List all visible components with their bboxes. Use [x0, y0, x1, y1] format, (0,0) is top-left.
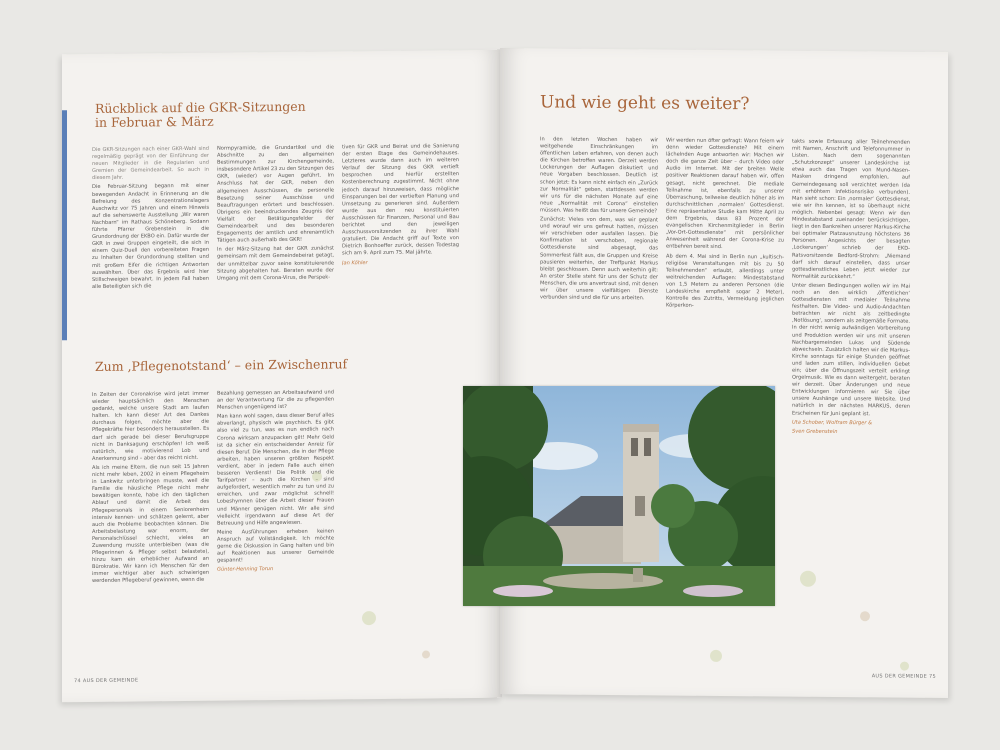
- section-title-gkr: [95, 99, 365, 131]
- paragraph: In der März-Sitzung hat der GKR zunächst gemeinsam mit dem Gemeindebeirat getagt, der unmittelbar zuvor seine konstituierende Sitzung abgehalten hat. Beraten wurde der Umgang mit dem Corona-Virus, die Perspek-: [217, 245, 334, 282]
- paragraph: Man kann wohl sagen, dass dieser Beruf alles abverlangt, physisch wie psychisch. Es gibt also viel zu tun, was es nun endlich nach Corona wirksam anzupacken gilt! Mehr Geld ist da sicher ein entscheidender Anreiz für diesen Beruf. Die Menschen, die in der Pflege arbeiten, haben unseren größten Respekt verdient, aber in jedem Falle auch einen besseren Verdienst! Die Politik und die Tarifpartner – auch die Kirchen – sind aufgefordert, wesentlich mehr zu tun und zu erreichen, und zwar möglichst schnell! Lobeshymnen über die Arbeit dieser Frauen und Männer genügen nicht. Wir alle sind vielleicht irgendwann auf diese Art der Betreuung und Hilfe angewiesen.: [217, 412, 334, 527]
- text-column-5: [217, 389, 334, 680]
- photo-illustration: [463, 386, 775, 606]
- paragraph: Bezahlung gemessen an Arbeitsaufwand und an der Verantwortung für die zu pflegenden Menschen ungenügend ist?: [217, 389, 334, 411]
- section-title-weiter: Und wie geht es weiter?: [540, 92, 750, 115]
- paragraph: Normpyramide, die Grundartikel und die Abschnitte zu den allgemeinen Bestimmungen zur Kirchengemeinde, insbesondere Artikel 23 zu den Sitzungen des GKR, (wieder) vor Augen geführt. Im Anschluss hat der GKR, neben den allgemeinen Ausschüssen, die personelle Besetzung seiner Ausschüsse und Beauftragungen erörtert und beschlossen. Übrigens ein beeindruckendes Zeugnis der Vielfalt der Betätigungsfelder der Gemeindearbeit und des besonderen Engagements der amtlich und ehrenamtlich Tätigen auch außerhalb des GKR!: [217, 144, 334, 244]
- text-column-1: [540, 136, 658, 383]
- section-title-pflegenotstand: Zum ‚Pflegenotstand‘ – ein Zwischenruf: [95, 356, 348, 374]
- paragraph: takts sowie Erfassung aller Teilnehmenden mit Namen, Anschrift und Telefonnummer in Listen. Nach dem sogenannten „Schutzkonzept“ unserer Landeskirche ist etwa auch das Tragen von Mund-Nasen-Masken dringend empfohlen, auf Gemeindegesang soll verzichtet werden (da mit erhöhtem Infektionsrisiko verbunden). Man sieht schon: Ein ‚normaler‘ Gottesdienst, wie wir ihn kennen, ist so überhaupt nicht möglich. Nebenbei gesagt: Wenn wir den Mindestabstand zueinander berücksichtigen, liegt in den Bankreihen unserer Markus-Kirche bei optimaler Platzausnutzung höchstens 36 Personen. Angesichts der besagten ‚Lockerungen‘ schrieb der EKD-Ratsvorsitzende Bedford-Strohm: „Niemand darf sich darauf einstellen, dass unser gottesdienstliches Leben jetzt wieder zur Normalität zurückkehrt.“: [792, 138, 910, 280]
- accent-bar: [62, 110, 67, 340]
- decorative-splash: [312, 472, 322, 482]
- paragraph: Als ich meine Eltern, die nun seit 15 Jahren nicht mehr leben, 2002 in einem Pflegeheim in Lankwitz unterbringen musste, weil die Familie die häusliche Pflege nicht mehr bewältigen konnte, habe ich den täglichen Ablauf und damit die Arbeit des Pflegepersonals in einem Seniorenheim intensiv kennen- und schätzen gelernt, aber auch die Probleme beobachten können. Die Arbeitsbelastung war enorm, der Personalschlüssel schlecht, vieles an Zuwendung musste unterbleiben (was die Pflegerinnen & Pfleger selbst belastete), hinzu kam ein erheblicher Aufwand an Bürokratie. Wir kann ich Menschen für den immer wichtiger aber auch schwierigen werdenden Pflegeberuf gewinnen, wenn die: [92, 463, 209, 585]
- author-signature: Jan Köhler: [342, 259, 368, 266]
- decorative-splash: [422, 650, 430, 658]
- left-page: [62, 50, 502, 703]
- paragraph: Die GKR-Sitzungen nach einer GKR-Wahl sind regelmäßig geprägt von der Einführung der neuen Mitglieder in die Regularien und Gremien der Gemeindearbeit. So auch in diesem Jahr.: [92, 145, 209, 182]
- paragraph: Meine Ausführungen erheben keinen Anspruch auf Vollständigkeit. Ich möchte gerne die Diskussion in Gang halten und bin auf Reaktionen aus unserer Gemeinde gespannt!: [217, 528, 334, 564]
- decorative-splash: [362, 611, 376, 625]
- paragraph: tiven für GKR und Beirat und die Sanierung der ersten Etage des Gemeindehauses. Letzteres wurde dann auch im weiteren Verlauf der Sitzung des GKR vertieft besprochen und hierfür erstellten Kostenberechnung zugestimmt. Nicht ohne jedoch darauf hinzuweisen, dass mögliche Einsparungen bei der vertieften Planung und Umsetzung zu generieren sind. Außerdem wurde aus den neu konstituierten Ausschüssen für Finanzen, Personal und Bau berichtet und den jeweiligen Ausschussvorsitzenden zu ihrer Wahl gratuliert. Die Andacht griff auf Texte von Dietrich Bonhoeffer zurück, dessen Todestag sich am 9. April zum 75. Mal jährte.: [342, 143, 459, 257]
- decorative-splash: [800, 571, 816, 587]
- title-line-2: in Februar & März: [95, 114, 214, 131]
- paragraph: In Zeiten der Coronakrise wird jetzt immer wieder hauptsächlich den Menschen gedankt, welche unsere Stadt am laufen halten. Ich kann dieser Art des Dankes durchaus folgen, möchte aber die Pflegekräfte hier besonders herausstellen. Es darf sich gerade bei dieser Berufsgruppe nicht in Danksagung erschöpfen! Ich weiß natürlich, wie motivierend Lob und Anerkennung sind – aber das reicht nicht.: [92, 390, 209, 462]
- text-column-3: [792, 139, 910, 520]
- text-column-2: [666, 137, 784, 384]
- text-column-3: [342, 143, 459, 334]
- author-signature: Uta Schober, Wolfram Bürger &: [792, 419, 873, 426]
- church-tower-photo: [463, 386, 775, 606]
- author-signature: Günter-Henning Torun: [217, 566, 274, 573]
- paragraph: Ab dem 4. Mai sind in Berlin nun „kultisch-religiöse Veranstaltungen mit bis zu 50 Teilnehmenden“ erlaubt, allerdings unter weitreichenden Auflagen: Mindestabstand von 1,5 Metern zu anderen Personen (die Landeskirche empfiehlt sogar 2 Meter), Kontrolle des Zutritts, Vermeidung jeglichen Körperkon-: [666, 252, 784, 309]
- decorative-splash: [860, 611, 870, 621]
- author-signature: Sven Grebenstein: [792, 428, 838, 435]
- paragraph: In den letzten Wochen haben wir weitgehende Einschränkungen im öffentlichen Leben erfahren, von denen auch die Kirchen betroffen waren. Derzeit werden Lockerungen der Auflagen diskutiert und neue Vorgaben beschlossen. Deutlich ist schon jetzt: Es kann nicht einfach ein „Zurück zur Normalität“ geben, stattdessen werden wir uns für die nächsten Monate auf eine neue „Normalität mit Corona“ einstellen müssen. Was heißt das für unsere Gemeinde?: [540, 136, 658, 215]
- paragraph: Wir werden nun öfter gefragt: Wann feiern wir denn wieder Gottesdienste? Mit einem lächelnden Auge antworten wir: Machen wir doch die ganze Zeit über – durch Video oder Audio im Internet. Mit der breiten Welle positiver Reaktionen darauf haben wir, offen gesagt, nicht gerechnet. Die mediale Teilnahme ist, ebenfalls zu unserer Überraschung, teilweise deutlich höher als im durchschnittlichen ‚normalen‘ Gottesdienst. Eine repräsentative Studie kam Mitte April zu dem Ergebnis, dass 83 Prozent der evangelischen Kirchenmitglieder in Berlin „Vor-Ort-Gottesdienste“ mit persönlicher Anwesenheit während der Corona-Krise zu entbehren bereit sind.: [666, 137, 784, 251]
- decorative-splash: [900, 662, 909, 671]
- title-line-1: Rückblick auf die GKR-Sitzungen: [95, 98, 306, 116]
- page-footer-left: 74 AUS DER GEMEINDE: [74, 677, 139, 685]
- decorative-splash: [710, 650, 722, 662]
- paragraph: Zunächst: Vieles von dem, was wir geplant und worauf wir uns gefreut hatten, müssen wir verschieben oder ausfallen lassen. Die Konfirmation ist verschoben, regionale Gottesdienste sind abgesagt, das Sommerfest fällt aus, die Gruppen und Kreise pausieren weiterhin, der Treffpunkt Markus bleibt geschlossen. Denn auch weiterhin gilt: An erster Stelle steht für uns der Schutz der Menschen, die uns anvertraut sind, mit denen wir über unsere vielfältigen Dienste verbunden sind und die für uns arbeiten.: [540, 216, 658, 302]
- page-footer-right: AUS DER GEMEINDE 75: [871, 673, 936, 680]
- text-column-2: [217, 144, 334, 335]
- paragraph: Die Februar-Sitzung begann mit einer bewegenden Andacht in Erinnerung an die Befreiung des Konzentrationslagers Auschwitz vor 75 Jahren und einem Hinweis auf die sehenswerte Ausstellung „Wir waren Nachbarn“ im Rathaus Schöneberg. Sodann führte Pfarrer Grebenstein in die Grundordnung der EKBO ein. Dafür wurde der GKR in zwei Gruppen eingeteilt, die sich in einem Quiz-Duell den vorbereiteten Fragen zu Inhalten der Grundordnung stellten und mit großem Eifer die richtigen Antworten auswählten. Über das Ergebnis wird hier Stillschweigen bewahrt. In jedem Fall haben alle Beteiligten sich die: [92, 183, 209, 290]
- text-column-4: [92, 391, 209, 682]
- text-column-1: [92, 146, 209, 337]
- paragraph: Unter diesen Bedingungen wollen wir im Mai noch an den wirklich ‚öffentlichen‘ Gottesdiensten mit medialer Teilnahme festhalten. Die Video- und Audio-Andachten betrachten wir nicht als zeitbedingte ‚Notlösung‘, sondern als zeitgemäße Formate. In der nicht wenig aufwändigen Vorbereitung und Produktion werden wir uns mit unseren Nachbargemeinden Lukas und Südende abwechseln. Zusätzlich halten wir die Markus-Kirche sonntags für einige Stunden geöffnet und laden zum stillen, individuellen Gebet ein; über die Öffnungszeit verteilt erklingt Orgelmusik. Wie es dann weitergeht, beraten wir derzeit. Über Änderungen und neue Entwicklungen informieren wir Sie über unsere Aushänge und unsere Website. Und natürlich in der nächsten MARKUS, deren Erscheinen für Juni geplant ist.: [792, 282, 910, 417]
